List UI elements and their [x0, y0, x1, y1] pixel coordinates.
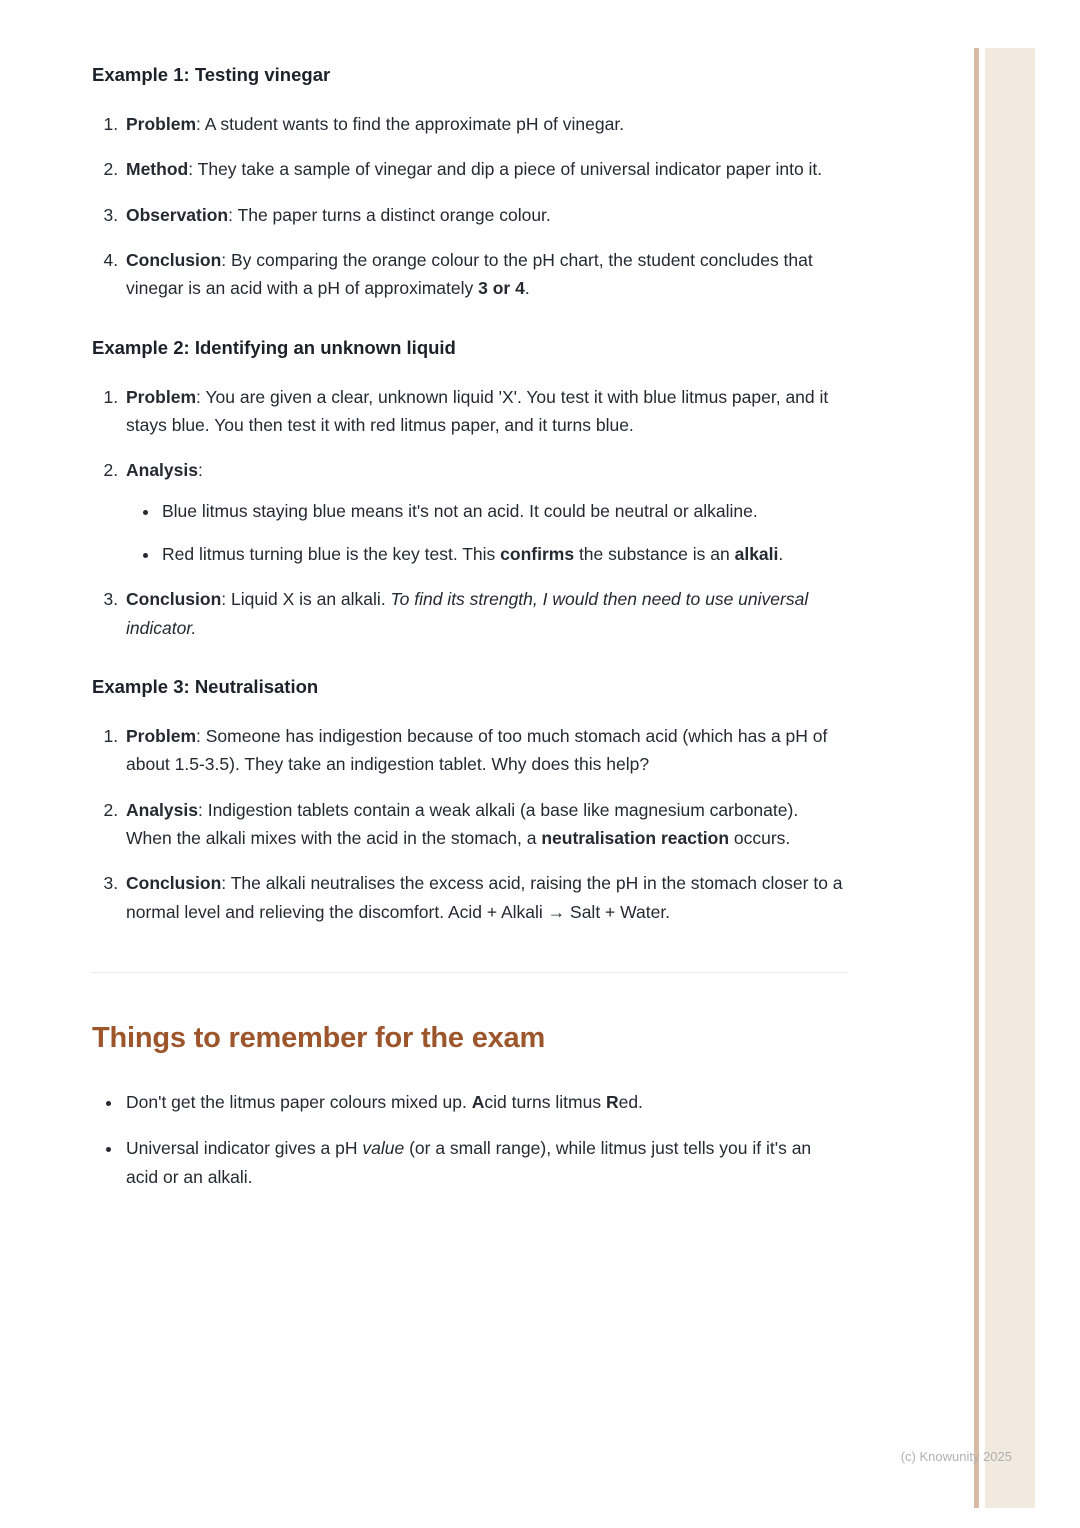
section-heading-example-1: Example 1: Testing vinegar — [92, 64, 331, 85]
list-item-conclusion: 3. Conclusion: The alkali neutralises the excess acid, raising the pH in the stomach closer to a normal level and relieving the discomfort. Acid + Alkali → Salt + Water. — [123, 869, 848, 926]
document-content — [92, 44, 848, 1209]
list-item-problem: 1. Problem: Someone has indigestion because of too much stomach acid (which has a pH of about 1.5-3.5). They take an indigestion tablet. Why does this help? — [123, 722, 848, 779]
list-item-problem: 1. Problem: You are given a clear, unknown liquid 'X'. You test it with blue litmus paper, and it stays blue. You then test it with red litmus paper, and it turns blue. — [123, 383, 848, 440]
section-example-2 — [92, 333, 848, 642]
section-example-1 — [92, 60, 848, 303]
list-item-problem: 1. Problem: A student wants to find the approximate pH of vinegar. — [123, 110, 848, 138]
list-item-method: 2. Method: They take a sample of vinegar and dip a piece of universal indicator paper into it. — [123, 155, 848, 183]
analysis-sub-list — [126, 497, 848, 569]
list-item-analysis: 2. Analysis: Indigestion tablets contain a weak alkali (a base like magnesium carbonate). When the alkali mixes with the acid in the stomach, a neutralisation reaction occurs. — [123, 796, 848, 853]
sub-list-item: • Red litmus turning blue is the key test. This confirms the substance is an alkali. — [160, 540, 848, 568]
summary-item: • Don't get the litmus paper colours mixed up. Acid turns litmus Red. — [123, 1088, 848, 1116]
list-item-conclusion: 4. Conclusion: By comparing the orange colour to the pH chart, the student concludes that vinegar is an acid with a pH of approximately 3 or 4. — [123, 246, 848, 303]
list-item-analysis — [123, 456, 848, 568]
page-edge-line — [974, 48, 979, 1508]
section-exam-summary — [92, 1015, 848, 1191]
list-item-conclusion: 3. Conclusion: Liquid X is an alkali. To find its strength, I would then need to use universal indicator. — [123, 585, 848, 642]
example-2-list — [92, 383, 848, 642]
section-example-3 — [92, 672, 848, 926]
page-edge-panel — [985, 48, 1035, 1508]
exam-summary-list — [92, 1088, 848, 1191]
summary-item: • Universal indicator gives a pH value (or a small range), while litmus just tells you if it's an acid or an alkali. — [123, 1134, 848, 1191]
list-item-observation: 3. Observation: The paper turns a distinct orange colour. — [123, 201, 848, 229]
copyright-watermark: (c) Knowunity 2025 — [900, 1449, 1012, 1464]
section-divider — [92, 972, 848, 973]
exam-summary-heading: Things to remember for the exam — [92, 1022, 546, 1055]
analysis-label: Analysis: — [126, 460, 203, 481]
section-heading-example-3: Example 3: Neutralisation — [92, 676, 319, 698]
example-1-list — [92, 110, 848, 303]
section-heading-example-2: Example 2: Identifying an unknown liquid — [92, 336, 456, 358]
sub-list-item: • Blue litmus staying blue means it's not an acid. It could be neutral or alkaline. — [160, 497, 848, 525]
example-3-list — [92, 722, 848, 926]
